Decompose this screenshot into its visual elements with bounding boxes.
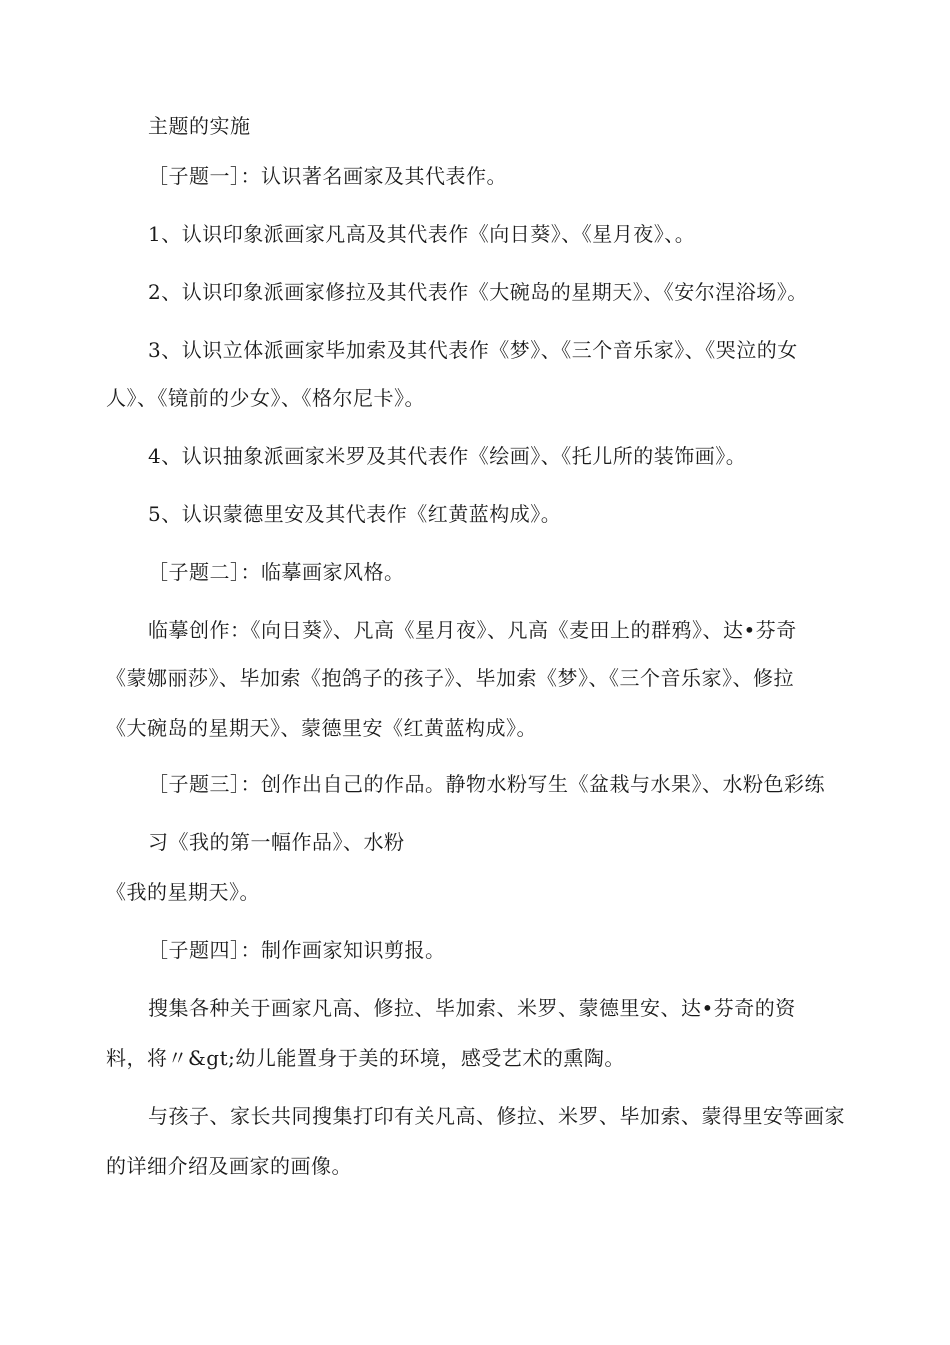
subtopic-3-line-1: ［子题三］：创作出自己的作品。静物水粉写生《盆栽与水果》、水粉色彩练	[148, 772, 825, 796]
subtopic-4-paragraph-2-line-1: 与孩子、家长共同搜集打印有关凡高、修拉、米罗、毕加索、蒙得里安等画家	[148, 1104, 845, 1128]
subtopic-1-item-2: 2、认识印象派画家修拉及其代表作《大碗岛的星期天》、《安尔涅浴场》。	[148, 280, 808, 304]
subtopic-4-title: ［子题四］：制作画家知识剪报。	[148, 938, 446, 962]
subtopic-1-item-5: 5、认识蒙德里安及其代表作《红黄蓝构成》。	[148, 502, 562, 526]
subtopic-1-item-1: 1、认识印象派画家凡高及其代表作《向日葵》、《星月夜》、。	[148, 222, 696, 246]
subtopic-4-paragraph-1-line-1: 搜集各种关于画家凡高、修拉、毕加索、米罗、蒙德里安、达•芬奇的资	[148, 996, 796, 1020]
subtopic-1-item-3-line-2: 人》、《镜前的少女》、《格尔尼卡》。	[106, 386, 425, 410]
subtopic-1-item-3-line-1: 3、认识立体派画家毕加索及其代表作《梦》、《三个音乐家》、《哭泣的女	[148, 338, 798, 362]
subtopic-4-paragraph-2-line-2: 的详细介绍及画家的画像。	[106, 1154, 352, 1178]
subtopic-2-body-line-2: 《蒙娜丽莎》、毕加索《抱鸽子的孩子》、毕加索《梦》、《三个音乐家》、修拉	[106, 666, 794, 690]
subtopic-3-line-2: 习《我的第一幅作品》、水粉	[148, 830, 405, 854]
subtopic-1-item-4: 4、认识抽象派画家米罗及其代表作《绘画》、《托儿所的装饰画》。	[148, 444, 747, 468]
subtopic-2-body-line-3: 《大碗岛的星期天》、蒙德里安《红黄蓝构成》。	[106, 716, 537, 740]
section-heading: 主题的实施	[148, 114, 251, 138]
subtopic-1-title: ［子题一］：认识著名画家及其代表作。	[148, 164, 507, 188]
subtopic-2-title: ［子题二］：临摹画家风格。	[148, 560, 405, 584]
subtopic-4-paragraph-1-line-2: 料，将〃&gt;幼儿能置身于美的环境，感受艺术的熏陶。	[106, 1046, 625, 1070]
subtopic-3-line-3: 《我的星期天》。	[106, 880, 260, 904]
subtopic-2-body-line-1: 临摹创作：《向日葵》、凡高《星月夜》、凡高《麦田上的群鸦》、达•芬奇	[148, 618, 797, 642]
